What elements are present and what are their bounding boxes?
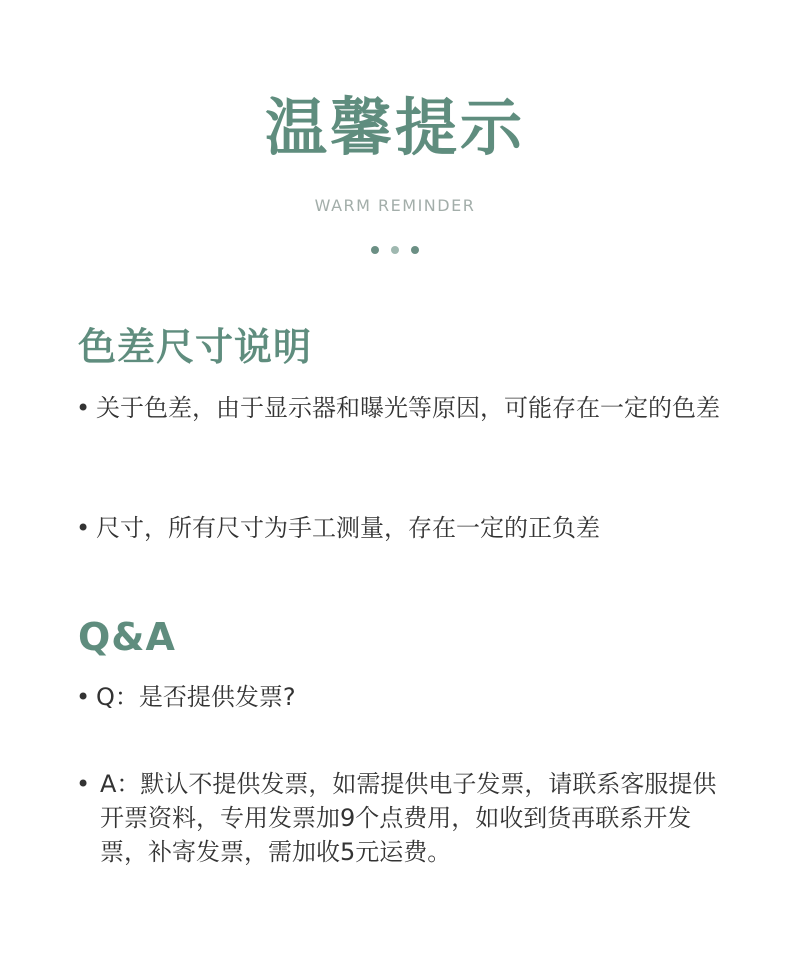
page-subtitle: WARM REMINDER <box>314 196 476 215</box>
page-title: 温馨提示 <box>264 91 525 164</box>
list-item <box>76 767 722 869</box>
list-item <box>76 511 726 545</box>
dot-icon <box>411 246 419 254</box>
dot-icon <box>391 246 399 254</box>
bullet-icon: • <box>76 770 91 798</box>
bullet-icon: • <box>76 514 91 542</box>
list-item-text: 尺寸，所有尺寸为手工测量，存在一定的正负差 <box>96 514 600 542</box>
list-item-text: Q：是否提供发票? <box>96 683 296 711</box>
list-item <box>76 680 726 714</box>
list-item-text: 关于色差，由于显示器和曝光等原因，可能存在一定的色差 <box>96 394 720 422</box>
list-item-text: A：默认不提供发票，如需提供电子发票，请联系客服提供开票资料，专用发票加9个点费用，如收到货再联系开发票，补寄发票，需加收5元运费。 <box>100 770 717 866</box>
header <box>0 88 790 254</box>
list-item <box>76 391 726 425</box>
dot-icon <box>371 246 379 254</box>
decorative-dots <box>0 246 790 254</box>
bullet-icon: • <box>76 394 91 422</box>
bullet-icon: • <box>76 683 91 711</box>
section-title-color-size: 色差尺寸说明 <box>78 325 313 369</box>
section-title-qa: Q&A <box>78 615 176 659</box>
